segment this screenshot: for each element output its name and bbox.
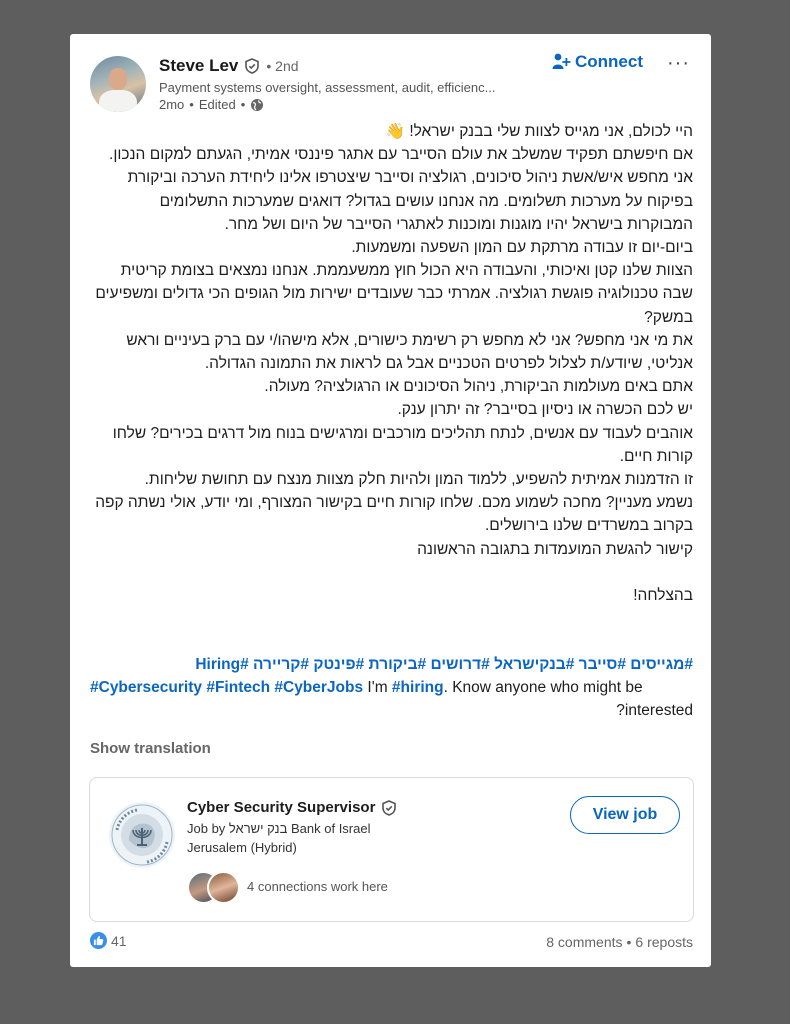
hashtags-line-2 [90, 676, 693, 699]
post-meta [159, 97, 264, 112]
post-text: ?interested [616, 702, 693, 720]
show-translation-link[interactable]: Show translation [90, 740, 211, 757]
post-line: זו הזדמנות אמיתית להשפיע, ללמוד המון ולהיות חלק מצוות מנצח עם תחושת שליחות. [144, 471, 693, 489]
hashtag[interactable]: #קריירה [253, 656, 310, 673]
connection-avatars [187, 871, 239, 901]
post-stats [546, 934, 693, 950]
reactions-count[interactable] [90, 932, 127, 949]
post-time: 2mo [159, 97, 185, 112]
hashtag[interactable]: #Fintech [206, 679, 271, 697]
hashtag[interactable]: #פינטק [313, 656, 365, 673]
connection-avatar [207, 871, 240, 904]
post-line: את מי אני מחפש? אני לא מחפש רק רשימת כישורים, אלא מישהו/י עם ברק בעיניים וראש אנליטי, שיודע/ת לצלול לפרטים הטכניים אבל גם לראות את התמונה הגדולה. [126, 331, 693, 373]
bank-of-israel-logo [107, 800, 177, 870]
post-line: אתם באים מעולמות הביקורת, ניהול הסיכונים או הרגולציה? מעולה. [264, 378, 693, 396]
hashtags-line-3 [90, 699, 693, 722]
author-name-row [159, 56, 299, 76]
post-line: ביום-יום זו עבודה מרתקת עם המון השפעה ומשמעות. [351, 239, 693, 257]
author-headline: Payment systems oversight, assessment, audit, efficienc... [159, 80, 496, 95]
hashtag[interactable]: #hiring [391, 679, 444, 697]
job-title-row [187, 799, 397, 816]
like-icon [90, 932, 107, 949]
post-line: אם חיפשתם תפקיד שמשלב את עולם הסייבר עם אתגר פיננסי אמיתי, הגעתם למקום הנכון. [109, 146, 693, 164]
verified-shield-icon [381, 800, 397, 816]
reposts-count[interactable]: 6 reposts [635, 934, 693, 950]
hashtag[interactable]: #סייבר [578, 656, 626, 673]
post-body [90, 120, 693, 607]
author-avatar[interactable] [90, 56, 146, 112]
hashtags [90, 653, 693, 723]
post-closing: בהצלחה! [633, 587, 693, 605]
post-text: . Know anyone who might be [443, 679, 643, 697]
job-location: Jerusalem (Hybrid) [187, 840, 297, 855]
post-line: היי לכולם, אני מגייס לצוות שלי בבנק ישראל! 👋 [385, 123, 693, 140]
meta-dot: • [240, 97, 246, 112]
globe-icon [250, 98, 264, 112]
add-person-icon [551, 52, 571, 72]
verified-shield-icon [244, 58, 260, 74]
post-line: נשמע מעניין? מחכה לשמוע מכם. שלחו קורות חיים בקישור המצורף, ומי יודע, אולי נשתה קפה בקרוב במשרדים שלנו בירושלים. [95, 494, 693, 535]
hashtag[interactable]: #ביקורת [368, 656, 427, 673]
post-line: אוהבים לעבוד עם אנשים, לנתח תהליכים מורכבים ומרגישים בנוח מול דרגים בכירים? שלחו קורות חיים. [112, 424, 693, 465]
more-options-icon[interactable]: ··· [667, 52, 690, 74]
connect-button[interactable] [551, 52, 643, 72]
job-title[interactable]: Cyber Security Supervisor [187, 799, 376, 816]
comments-count[interactable]: 8 comments [546, 934, 623, 950]
hashtag[interactable]: #Cybersecurity [90, 679, 203, 697]
stats-separator: • [626, 934, 632, 950]
hashtag[interactable]: #CyberJobs [274, 679, 364, 697]
author-name[interactable]: Steve Lev [159, 56, 239, 75]
connection-degree: • 2nd [266, 58, 299, 74]
connections-count: 4 connections work here [247, 879, 388, 894]
view-job-button[interactable]: View job [570, 796, 680, 834]
post-line: אני מחפש איש/אשת ניהול סיכונים, רגולציה וסייבר שיצטרפו אלינו ליחידת הערכה וביקורת בפיקוח על מערכות תשלומים. מה אנחנו עושים בגדול? דואגים שמערכות התשלומים המבוקרות בישראל יהיו מוגנות ומוכנות לאתגרי הסייבר של היום ושל מחר. [127, 169, 693, 233]
hashtags-line-1 [90, 653, 693, 676]
hashtag[interactable]: #בנקישראל [494, 656, 575, 673]
job-card[interactable] [89, 777, 694, 922]
post-text: I'm [367, 679, 388, 697]
hashtag[interactable]: #דרושים [430, 656, 490, 673]
post-line: יש לכם הכשרה או ניסיון בסייבר? זה יתרון ענק. [397, 401, 693, 419]
meta-dot: • [189, 97, 194, 112]
job-company: Job by בנק ישראל Bank of Israel [187, 821, 371, 836]
edited-label: Edited [198, 97, 236, 112]
hashtag[interactable]: #Hiring [195, 656, 249, 673]
reactions-number: 41 [111, 932, 127, 949]
post-line: קישור להגשת המועמדות בתגובה הראשונה [417, 540, 693, 558]
post-card [70, 34, 711, 967]
hashtag[interactable]: #מגייסים [630, 656, 693, 673]
connect-label: Connect [575, 52, 643, 71]
post-line: הצוות שלנו קטן ואיכותי, והעבודה היא הכול חוץ ממשעממת. אנחנו נמצאים בצומת קריטית שבה טכנולוגיה פוגשת רגולציה. אמרתי כבר שעובדים ישירות מול הגופים הכי גדולים ומשפיעים במשק? [95, 262, 693, 326]
